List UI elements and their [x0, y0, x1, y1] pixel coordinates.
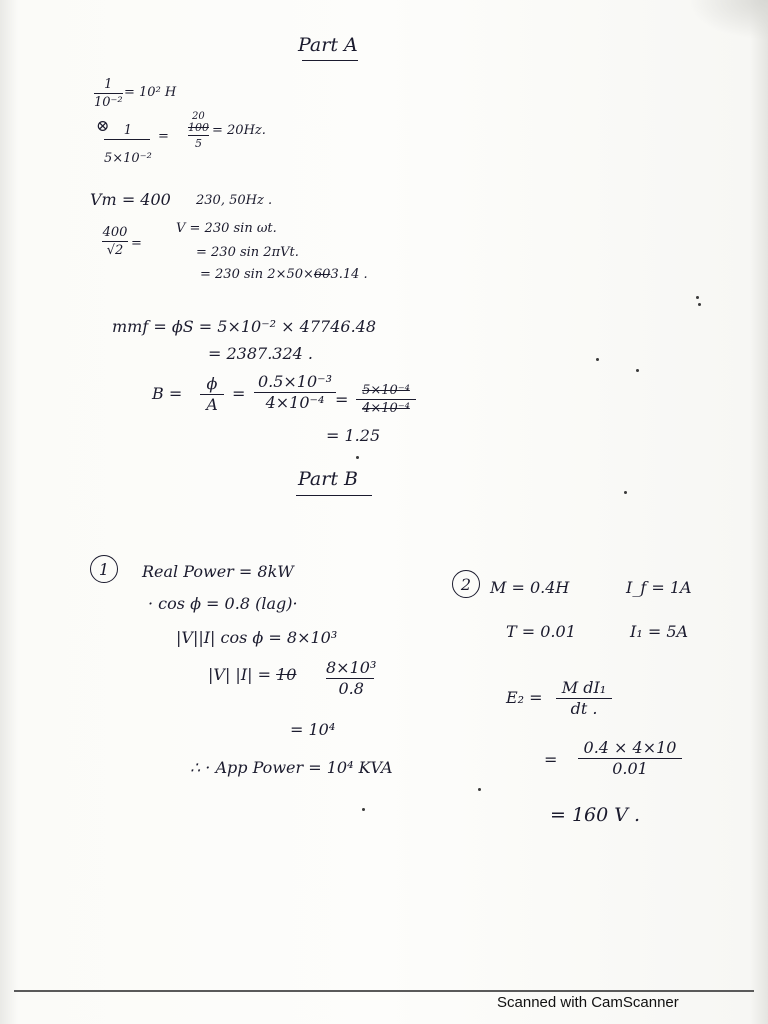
q1-power-factor: · cos ϕ = 0.8 (lag)·: [148, 594, 298, 613]
q2-emf-den: dt .: [570, 699, 598, 718]
part-a-flux-f1-den: A: [206, 395, 218, 414]
scanner-watermark: Scanned with CamScanner: [497, 994, 679, 1011]
scan-speck: [696, 296, 699, 299]
part-b-underline: [296, 495, 372, 496]
q2-final-current: I_f = 1A: [626, 578, 692, 597]
part-a-line4-num: 400: [102, 225, 128, 240]
q1-vi-lhs-text: |V| |I| =: [208, 665, 272, 684]
scan-speck: [596, 358, 599, 361]
q1-vi-strike: 10: [276, 665, 297, 684]
scan-speck: [362, 808, 365, 811]
question-1-number: 1: [90, 555, 118, 583]
part-a-line2-rhs-top: 20: [192, 111, 205, 122]
part-a-line2-rhs-num: 100: [188, 121, 209, 134]
part-a-line1-den: 10⁻²: [94, 95, 123, 110]
q2-emf-fraction: [556, 680, 612, 717]
part-a-line2-rhs-den: 5: [195, 137, 202, 150]
part-a-line2-eq: =: [158, 129, 169, 144]
q2-calc-fraction: [578, 740, 682, 777]
q2-emf-num: M dI₁: [561, 678, 607, 697]
part-a-mmf-line1: mmf = ϕS = 5×10⁻² × 47746.48: [112, 317, 377, 336]
part-a-flux-f2-den: 4×10⁻⁴: [265, 393, 325, 412]
question-2-number: 2: [452, 570, 480, 598]
q1-vi-result: = 10⁴: [290, 720, 336, 739]
part-a-v-line3-post: 3.14 .: [330, 267, 368, 282]
q2-emf-lhs: E₂ =: [506, 688, 543, 707]
part-a-flux-fraction1: [200, 376, 224, 413]
scan-speck: [636, 369, 639, 372]
scan-speck: [698, 303, 701, 306]
part-a-underline: [302, 60, 358, 61]
q2-result: = 160 V .: [550, 804, 641, 826]
q1-apparent-power: ∴ · App Power = 10⁴ KVA: [190, 758, 393, 777]
part-a-line1-fraction: [94, 78, 123, 109]
part-a-v-line3-pre: = 230 sin 2×50×: [200, 267, 314, 282]
part-a-line4-eq: =: [131, 236, 142, 251]
part-a-flux-fraction2: [254, 374, 336, 411]
scan-speck: [478, 788, 481, 791]
q2-calc-num: 0.4 × 4×10: [583, 738, 677, 757]
q1-vi-cos: |V||I| cos ϕ = 8×10³: [176, 628, 338, 647]
part-a-flux-result: = 1.25: [326, 426, 381, 445]
part-a-line1-rhs: = 10² H: [124, 85, 177, 100]
q2-mutual-inductance: M = 0.4H: [490, 578, 570, 597]
page-corner-shadow: [688, 0, 768, 40]
q2-calc-eq: =: [544, 750, 558, 769]
part-a-flux-f3-num: 5×10⁻⁴: [362, 383, 410, 398]
part-a-line2-num: 1: [123, 123, 133, 138]
q2-calc-den: 0.01: [612, 759, 648, 778]
part-a-line2-mark: ⊗: [96, 116, 110, 135]
scan-speck: [356, 456, 359, 459]
q2-time: T = 0.01: [506, 622, 576, 641]
q1-vi-f-den: 0.8: [338, 679, 364, 698]
part-a-v-line2: = 230 sin 2πVt.: [196, 245, 299, 260]
part-a-line2-den: 5×10⁻²: [104, 151, 152, 166]
q1-vi-lhs: [208, 667, 296, 683]
part-a-line4-fraction: [102, 226, 128, 257]
part-a-flux-fraction3: [356, 384, 416, 415]
part-a-line2-lhs-fraction: [104, 124, 152, 165]
part-a-flux-lhs: B =: [152, 384, 183, 403]
part-a-flux-f3-den: 4×10⁻⁴: [362, 401, 410, 416]
scan-speck: [624, 491, 627, 494]
part-a-v-line3: [200, 268, 368, 281]
part-a-flux-eq1: =: [232, 384, 246, 403]
part-a-v-line3-strike: 60: [313, 267, 331, 282]
part-a-supply: 230, 50Hz .: [196, 193, 273, 208]
part-a-vm: Vm = 400: [90, 190, 171, 209]
q1-vi-fraction: [326, 660, 376, 697]
part-a-line2-rhs-fraction: [188, 122, 209, 149]
part-b-title: Part B: [298, 468, 358, 490]
part-a-flux-f1-num: ϕ: [206, 374, 218, 393]
part-a-mmf-line2: = 2387.324 .: [208, 344, 314, 363]
q2-initial-current: I₁ = 5A: [630, 622, 689, 641]
part-a-flux-eq2: =: [335, 390, 349, 409]
part-a-line2-tail: = 20Hz.: [212, 123, 266, 138]
part-a-flux-f2-num: 0.5×10⁻³: [257, 372, 333, 391]
part-a-title: Part A: [298, 34, 358, 56]
q1-real-power: Real Power = 8kW: [142, 562, 294, 581]
q1-vi-f-num: 8×10³: [326, 658, 377, 677]
part-a-line4-den: √2: [106, 243, 124, 258]
part-a-v-line1: V = 230 sin ωt.: [176, 221, 277, 236]
part-a-line1-num: 1: [104, 77, 113, 92]
